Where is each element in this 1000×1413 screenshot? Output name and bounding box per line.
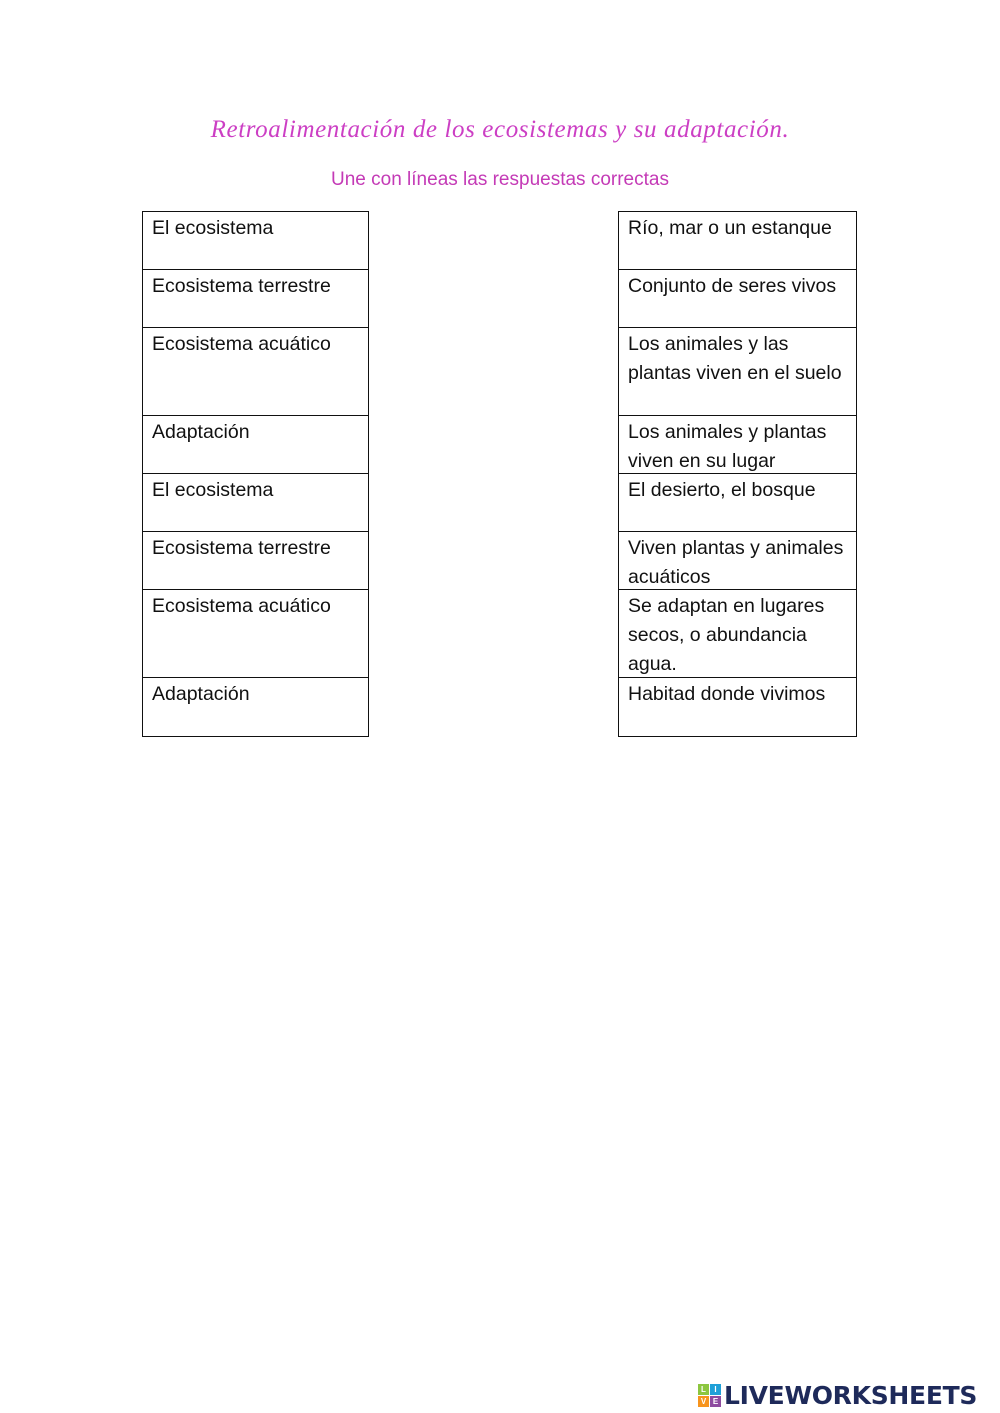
liveworksheets-logo[interactable] (698, 1377, 998, 1413)
worksheet-instruction: Une con líneas las respuestas correctas (331, 169, 669, 190)
logo-square-purple: E (710, 1396, 721, 1407)
right-item[interactable]: El desierto, el bosque (619, 474, 856, 532)
right-item[interactable]: Se adaptan en lugares secos, o abundancia agua. (619, 590, 856, 678)
left-item[interactable]: Adaptación (143, 416, 368, 474)
worksheet-title: Retroalimentación de los ecosistemas y su adaptación. (210, 116, 790, 143)
left-item[interactable]: Adaptación (152, 683, 250, 705)
logo-text: LIVEWORKSHEETS (724, 1380, 978, 1410)
logo-square-blue: I (710, 1384, 721, 1395)
left-item[interactable]: El ecosistema (143, 212, 368, 270)
logo-square-green: L (698, 1384, 709, 1395)
liveworksheets-logo-icon (698, 1384, 721, 1407)
left-column-box (142, 211, 369, 737)
right-item[interactable]: Viven plantas y animales acuáticos (619, 532, 856, 590)
left-item[interactable]: El ecosistema (143, 474, 368, 532)
logo-square-orange: V (698, 1396, 709, 1407)
right-item[interactable]: Conjunto de seres vivos (619, 270, 856, 328)
left-item[interactable]: Ecosistema acuático (143, 590, 368, 678)
left-item[interactable]: Ecosistema acuático (143, 328, 368, 416)
right-item[interactable]: Los animales y plantas viven en su lugar (619, 416, 856, 474)
right-item[interactable]: Habitad donde vivimos (628, 683, 826, 705)
left-item[interactable]: Ecosistema terrestre (143, 532, 368, 590)
left-item[interactable]: Ecosistema terrestre (143, 270, 368, 328)
right-item[interactable]: Los animales y las plantas viven en el suelo (619, 328, 856, 416)
right-item[interactable]: Río, mar o un estanque (619, 212, 856, 270)
right-column-box (618, 211, 857, 737)
